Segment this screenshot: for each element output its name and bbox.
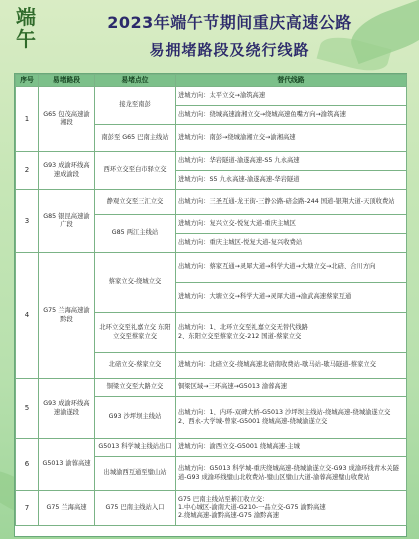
header-route: 替代线路 (176, 75, 407, 87)
congested-point: G93 沙坪坝主线站 (95, 397, 176, 439)
table-row (16, 87, 407, 106)
table-row (16, 152, 407, 171)
congested-road: G5013 渝蓉高速 (39, 439, 95, 491)
header-no: 序号 (16, 75, 39, 87)
congested-road: G93 成渝环线高速渝遂段 (39, 379, 95, 439)
table-header-row (16, 75, 407, 87)
congested-point: 北碚立交-蔡家立交 (95, 353, 176, 379)
alternative-route: 铜梁区域→三环高速→G5013 渝蓉高速 (176, 379, 407, 397)
congested-point: 北环立交至礼嘉立交 东阳立交至蔡家立交 (95, 313, 176, 353)
table-row (16, 190, 407, 215)
alternative-route: 进城方向：复兴立交-悦复大道-重庆主城区 (176, 215, 407, 234)
header (60, 10, 399, 60)
congested-road: G65 包茂高速渝湘段 (39, 87, 95, 152)
congested-point: 铜梁立交至大路立交 (95, 379, 176, 397)
table-row (16, 439, 407, 457)
congested-point: G75 巴南主线站入口 (95, 491, 176, 526)
congested-point: 西环立交至白市驿立交 (95, 152, 176, 190)
header-point: 易堵点位 (95, 75, 176, 87)
alternative-route: 出城方向：重庆主城区-悦复大道-复兴收费站 (176, 234, 407, 253)
row-number: 6 (16, 439, 39, 491)
table-row (16, 491, 407, 526)
alternative-route: 进城方向：太平立交→渝筑高速 (176, 87, 407, 106)
alternative-route: 出城方向：G5013 科学城-重庆绕城高速-绕城渝遂立交-G93 成渝环线青木关隧道-G93 成渝环线璧山北收费站-璧山区璧山大道-渝蓉高速璧山收费站 (176, 457, 407, 491)
congested-point: 出城渝西互通至璧山站 (95, 457, 176, 491)
alternative-route: 进城方向：大塘立交→科学大道→灵犀大道→渝武高速蔡家互通 (176, 283, 407, 313)
page-subtitle: 易拥堵路段及绕行线路 (149, 41, 310, 59)
row-number: 7 (16, 491, 39, 526)
alternative-route: 进城方向：渝西立交-G5001 绕城高速-主城 (176, 439, 407, 457)
row-number: 5 (16, 379, 39, 439)
row-number: 4 (16, 253, 39, 379)
alternative-route: 出城方向：华岩隧道-渝遂高速-S5 九永高速 (176, 152, 407, 171)
alternative-route: 出城方向：1、北环立交至礼嘉立交无替代线路 2、东阳立交至蔡家立交-212 国道-蔡家立交 (176, 313, 407, 353)
congested-point: 静观立交至三汇立交 (95, 190, 176, 215)
congested-point: 南彭至 G65 巴南主线站 (95, 125, 176, 152)
table-body (16, 87, 407, 526)
alternative-route: 进城方向：北碚立交-绕城高速北碚南收费站-歇马站-歇马隧道-蔡家立交 (176, 353, 407, 379)
congested-point: 接龙至南彭 (95, 87, 176, 125)
congested-road: G75 兰海高速渝黔段 (39, 253, 95, 379)
congested-road: G85 银昆高速渝广段 (39, 190, 95, 253)
page-title: 2023年端午节期间重庆高速公路 (107, 13, 352, 32)
alternative-route: 出城方向：绕城高速渝湘立交→绕城高速鱼嘴方向→渝筑高速 (176, 106, 407, 125)
table-row (16, 253, 407, 283)
table-row (16, 379, 407, 397)
route-table (15, 74, 407, 526)
congested-point: G85 两江主线站 (95, 215, 176, 253)
alternative-route: G75 巴南主线站至綦江收立交： 1.中心城区-渝南大道-G210-一品立交-G75 渝黔高速 2.绕城高速-渝黔高速-G75 渝黔高速 (176, 491, 407, 526)
congested-point: G5013 科学城主线站出口 (95, 439, 176, 457)
alternative-route: 出城方向：1、内环-双碑大桥-G5013 沙坪坝主线站-绕城高速-绕城渝遂立交 2、西永-大学城-曾家-G5001 绕城高速-绕城渝遂立交 (176, 397, 407, 439)
alternative-route: 进城方向：南彭→绕城渝湘立交→渝湘高速 (176, 125, 407, 152)
row-number: 1 (16, 87, 39, 152)
congested-point: 蔡家立交-绕城立交 (95, 253, 176, 313)
congested-road: G93 成渝环线高速成渝段 (39, 152, 95, 190)
row-number: 3 (16, 190, 39, 253)
route-table-container (14, 73, 407, 537)
alternative-route: 出城方向：三圣互通-龙王街-三静公路-碚金路-244 国道-银翔大道-天顶收费站 (176, 190, 407, 215)
alternative-route: 进城方向：S5 九永高速-渝遂高速-华岩隧道 (176, 171, 407, 190)
header-road: 易堵路段 (39, 75, 95, 87)
row-number: 2 (16, 152, 39, 190)
alternative-route: 出城方向：蔡家互通→灵犀大道→科学大道→大塘立交→北碚、合川方向 (176, 253, 407, 283)
congested-road: G75 兰海高速 (39, 491, 95, 526)
festival-logo: 端午 (16, 5, 36, 51)
